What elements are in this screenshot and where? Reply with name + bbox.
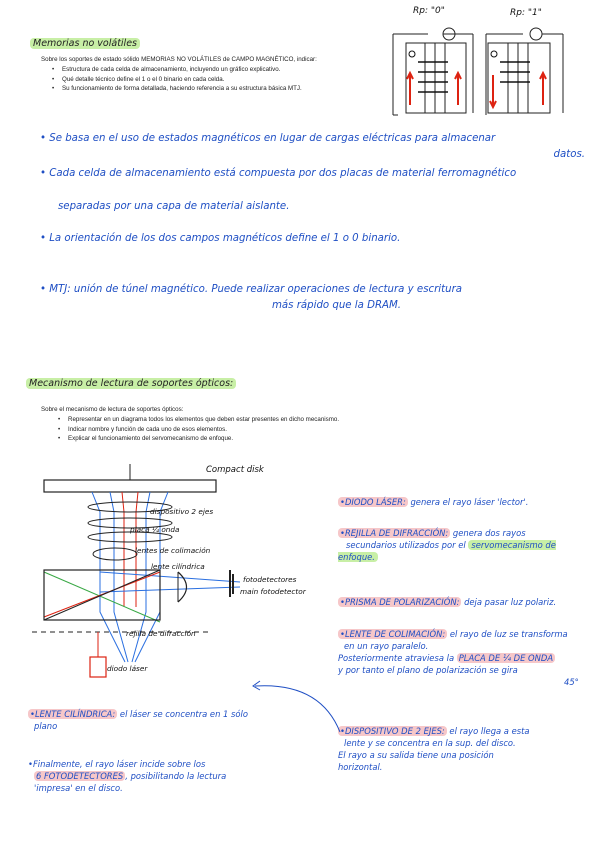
label-rp-0: Rp: "0" bbox=[413, 6, 445, 16]
note-4: • MTJ: unión de túnel magnético. Puede realizar operaciones de lectura y escritura más rápido que la DRAM. bbox=[40, 284, 463, 311]
note-dispositivo-2-ejes: •DISPOSITIVO DE 2 EJES: el rayo llega a esta lente y se concentra en la sup. del disco. El rayo a su salida tiene una posición horizontal. bbox=[338, 726, 530, 772]
section1-title: Memorias no volátiles bbox=[30, 38, 140, 49]
label-fotodetectores: fotodetectores bbox=[243, 575, 297, 584]
label-placa-cuarto-onda: placa ¼ onda bbox=[130, 525, 180, 534]
note-2: • Cada celda de almacenamiento está compuesta por dos placas de material ferromagnético separadas por una capa de material aislante. bbox=[40, 168, 517, 212]
note-diodo-laser: •DIODO LÁSER: genera el rayo láser 'lector'. bbox=[340, 497, 529, 507]
label-lente-cilindrica: lente cilíndrica bbox=[151, 562, 205, 571]
note-lente-colimacion: •LENTE DE COLIMACIÓN: el rayo de luz se transforma en un rayo paralelo. Posteriormente atraviesa la PLACA DE ¼ DE ONDA y por tanto el plano de polarización se gira 45° bbox=[338, 629, 579, 687]
label-compact-disk: Compact disk bbox=[206, 465, 264, 475]
note-3: • La orientación de los dos campos magnéticos define el 1 o 0 binario. bbox=[40, 233, 401, 244]
note-finalmente: •Finalmente, el rayo láser incide sobre los 6 FOTODETECTORES , posibilitando la lectura 'impresa' en el disco. bbox=[28, 759, 227, 793]
label-dispositivo-2-ejes: dispositivo 2 ejes bbox=[150, 507, 214, 516]
mram-cell-diagram bbox=[388, 20, 588, 120]
list-item: • Indicar nombre y función de cada uno de esos elementos. bbox=[68, 425, 339, 435]
note-1: • Se basa en el uso de estados magnéticos en lugar de cargas eléctricas para almacenar datos. bbox=[40, 133, 585, 160]
section2-bullets bbox=[68, 415, 339, 444]
list-item: • Qué detalle técnico define el 1 o el 0 binario en cada celda. bbox=[62, 75, 302, 85]
section2-title: Mecanismo de lectura de soportes ópticos: bbox=[26, 378, 236, 389]
list-item: • Representar en un diagrama todos los elementos que deben estar presentes en dicho mecanismo. bbox=[68, 415, 339, 425]
list-item: • Estructura de cada celda de almacenamiento, incluyendo un gráfico explicativo. bbox=[62, 65, 302, 75]
section1-bullets bbox=[62, 65, 302, 94]
section2-intro: Sobre el mecanismo de lectura de soportes ópticos: bbox=[41, 406, 184, 413]
note-rejilla-difraccion: •REJILLA DE DIFRACCIÓN: genera dos rayos secundarios utilizados por el servomecanismo de enfoque. bbox=[338, 528, 556, 562]
list-item: • Su funcionamiento de forma detallada, haciendo referencia a su estructura básica MTJ. bbox=[62, 84, 302, 94]
section1-intro: Sobre los soportes de estado sólido MEMORIAS NO VOLÁTILES de CAMPO MAGNÉTICO, indicar: bbox=[41, 56, 317, 63]
label-rejilla-difraccion: rejilla de difracción bbox=[126, 629, 196, 638]
label-diodo-laser: diodo láser bbox=[107, 664, 148, 673]
note-lente-cilindrica: •LENTE CILÍNDRICA: el láser se concentra en 1 sólo plano bbox=[30, 709, 248, 731]
list-item: • Explicar el funcionamiento del servomecanismo de enfoque. bbox=[68, 434, 339, 444]
label-rp-1: Rp: "1" bbox=[510, 8, 542, 18]
label-lentes-colimacion: lentes de colimación bbox=[135, 546, 211, 555]
note-prisma-polarizacion: •PRISMA DE POLARIZACIÓN: deja pasar luz polariz. bbox=[340, 597, 557, 607]
label-main-fotodetector: main fotodetector bbox=[240, 587, 306, 596]
